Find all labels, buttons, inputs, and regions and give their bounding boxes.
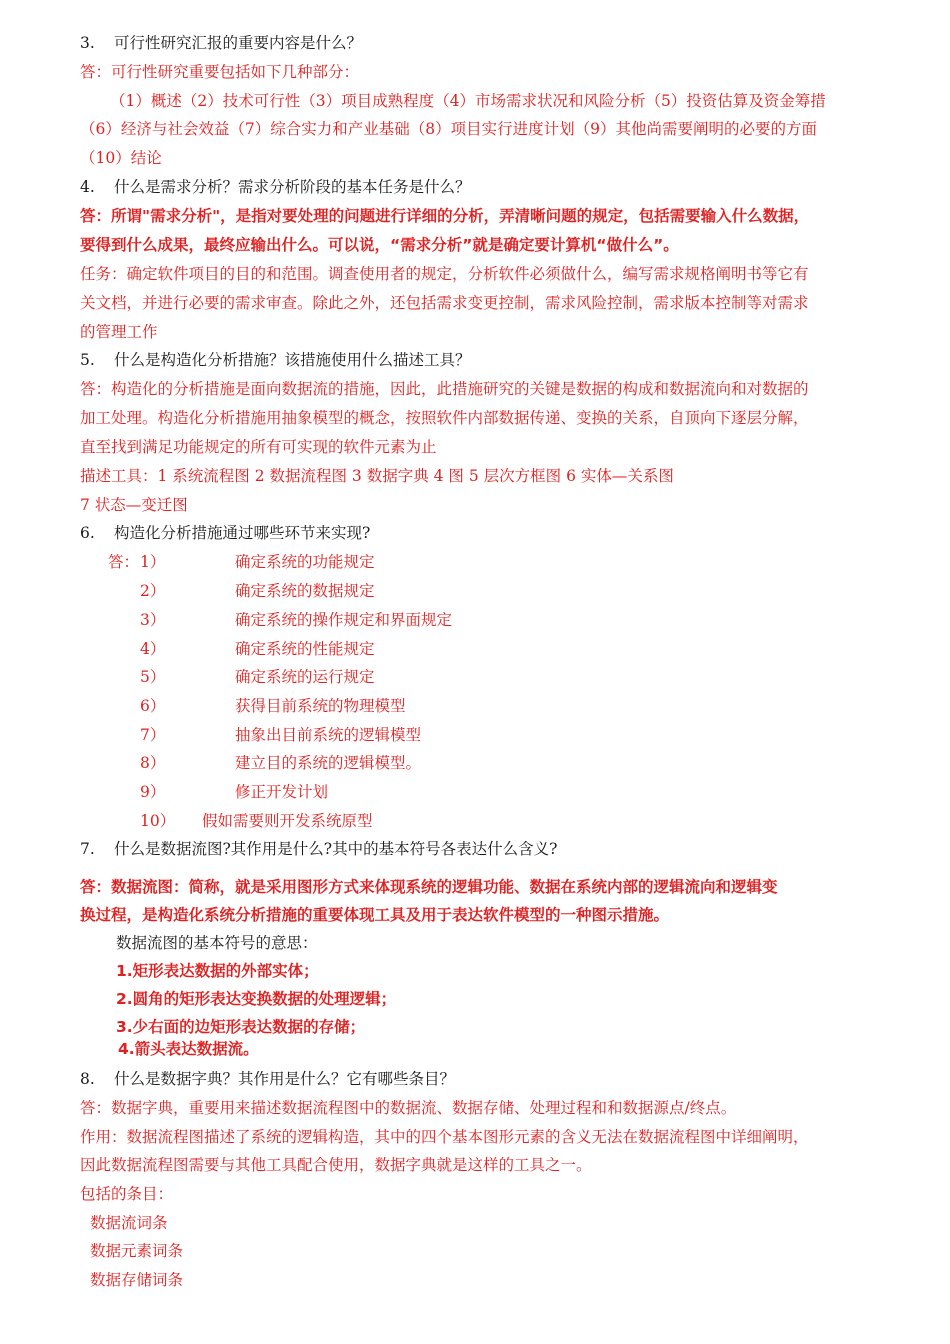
- answer-3-line: （1）概述（2）技术可行性（3）项目成熟程度（4）市场需求状况和风险分析（5）投资估算及资金筹措: [110, 92, 826, 110]
- question-number: 6.: [80, 524, 95, 542]
- step-text: 确定系统的功能规定: [235, 553, 375, 571]
- question-4: [80, 176, 471, 198]
- step-number: 4）: [140, 640, 166, 658]
- answer-4-task-line: 的管理工作: [80, 323, 158, 341]
- entry-item: 数据流词条: [90, 1214, 168, 1232]
- step-text: 确定系统的操作规定和界面规定: [235, 611, 453, 629]
- symbol-item: 2.圆角的矩形表达变换数据的处理逻辑；: [116, 990, 397, 1008]
- step-text: 假如需要则开发系统原型: [202, 812, 373, 830]
- step-number: 1）: [140, 553, 166, 571]
- question-number: 7.: [80, 840, 95, 858]
- step-number: 2）: [140, 582, 166, 600]
- symbol-item: 4.箭头表达数据流。: [118, 1040, 259, 1058]
- question-5: [80, 349, 471, 371]
- answer-4-bold-line: 要得到什么成果，最终应输出什么。可以说，“需求分析”就是确定要计算机“做什么”。: [80, 236, 679, 254]
- step-text: 确定系统的性能规定: [235, 640, 375, 658]
- question-8: [80, 1068, 455, 1090]
- question-number: 4.: [80, 178, 95, 196]
- answer-4-bold-line: 答：所谓"需求分析"，是指对要处理的问题进行详细的分析，弄清晰问题的规定，包括需要输入什么数据，: [80, 207, 810, 225]
- question-number: 8.: [80, 1070, 95, 1088]
- question-text: 构造化分析措施通过哪些环节来实现?: [114, 524, 371, 542]
- step-text: 修正开发计划: [235, 783, 329, 801]
- step-text: 确定系统的数据规定: [235, 582, 375, 600]
- answer-5-line: 直至找到满足功能规定的所有可实现的软件元素为止: [80, 438, 437, 456]
- question-6: [80, 522, 370, 544]
- answer-6-prefix: 答：: [108, 553, 140, 571]
- question-text: 什么是构造化分析措施？该措施使用什么描述工具？: [114, 351, 471, 369]
- question-7: [80, 838, 557, 860]
- answer-5-tools-line: 描述工具：1 系统流程图 2 数据流程图 3 数据字典 4 图 5 层次方框图 6 实体—关系图: [80, 467, 674, 485]
- answer-8-effect-line: 作用：数据流程图描述了系统的逻辑构造，其中的四个基本图形元素的含义无法在数据流程图中详细阐明，: [80, 1128, 809, 1146]
- question-number: 3.: [80, 34, 95, 52]
- answer-7-bold-line: 答：数据流图：简称，就是采用图形方式来体现系统的逻辑功能、数据在系统内部的逻辑流向和逻辑变: [80, 878, 778, 896]
- question-number: 5.: [80, 351, 95, 369]
- question-3: [80, 32, 362, 54]
- answer-7-bold-line: 换过程，是构造化系统分析措施的重要体现工具及用于表达软件模型的一种图示措施。: [80, 906, 670, 924]
- question-text: 什么是数据流图?其作用是什么?其中的基本符号各表达什么含义?: [114, 840, 558, 858]
- answer-5-line: 加工处理。构造化分析措施用抽象模型的概念，按照软件内部数据传递、变换的关系，自顶向下逐层分解，: [80, 409, 809, 427]
- entries-title: 包括的条目：: [80, 1185, 174, 1203]
- step-number: 6）: [140, 697, 166, 715]
- symbol-item: 3.少右面的边矩形表达数据的存储；: [116, 1018, 366, 1036]
- answer-8-effect-line: 因此数据流程图需要与其他工具配合使用，数据字典就是这样的工具之一。: [80, 1156, 592, 1174]
- answer-4-task-line: 关文档，并进行必要的需求审查。除此之外，还包括需求变更控制，需求风险控制，需求版本控制等对需求: [80, 294, 809, 312]
- step-number: 7）: [140, 726, 166, 744]
- answer-4-task-line: 任务：确定软件项目的目的和范围。调查使用者的规定，分析软件必须做什么，编写需求规格阐明书等它有: [80, 265, 809, 283]
- entry-item: 数据元素词条: [90, 1242, 184, 1260]
- step-number: 3）: [140, 611, 166, 629]
- question-text: 可行性研究汇报的重要内容是什么？: [114, 34, 363, 52]
- step-number: 5）: [140, 668, 166, 686]
- answer-8-line: 答：数据字典，重要用来描述数据流程图中的数据流、数据存储、处理过程和和数据源点/终点。: [80, 1099, 737, 1117]
- answer-3-intro: 答：可行性研究重要包括如下几种部分：: [80, 63, 360, 81]
- step-text: 确定系统的运行规定: [235, 668, 375, 686]
- step-number: 9）: [140, 783, 166, 801]
- question-text: 什么是数据字典？其作用是什么？它有哪些条目？: [114, 1070, 456, 1088]
- answer-3-line: （6）经济与社会效益（7）综合实力和产业基础（8）项目实行进度计划（9）其他尚需要阐明的必要的方面: [80, 120, 817, 138]
- step-number: 10）: [140, 812, 176, 830]
- question-text: 什么是需求分析？需求分析阶段的基本任务是什么？: [114, 178, 471, 196]
- step-text: 抽象出目前系统的逻辑模型: [235, 726, 422, 744]
- symbol-item: 1.矩形表达数据的外部实体；: [116, 962, 319, 980]
- answer-5-line: 答：构造化的分析措施是面向数据流的措施，因此，此措施研究的关键是数据的构成和数据流向和对数据的: [80, 380, 809, 398]
- step-number: 8）: [140, 754, 166, 772]
- answer-3-line: （10）结论: [80, 149, 162, 167]
- step-text: 建立目的系统的逻辑模型。: [235, 754, 422, 772]
- entry-item: 数据存储词条: [90, 1271, 184, 1289]
- symbols-title: 数据流图的基本符号的意思：: [116, 934, 318, 952]
- answer-5-tools-line: 7 状态—变迁图: [80, 496, 188, 514]
- step-text: 获得目前系统的物理模型: [235, 697, 406, 715]
